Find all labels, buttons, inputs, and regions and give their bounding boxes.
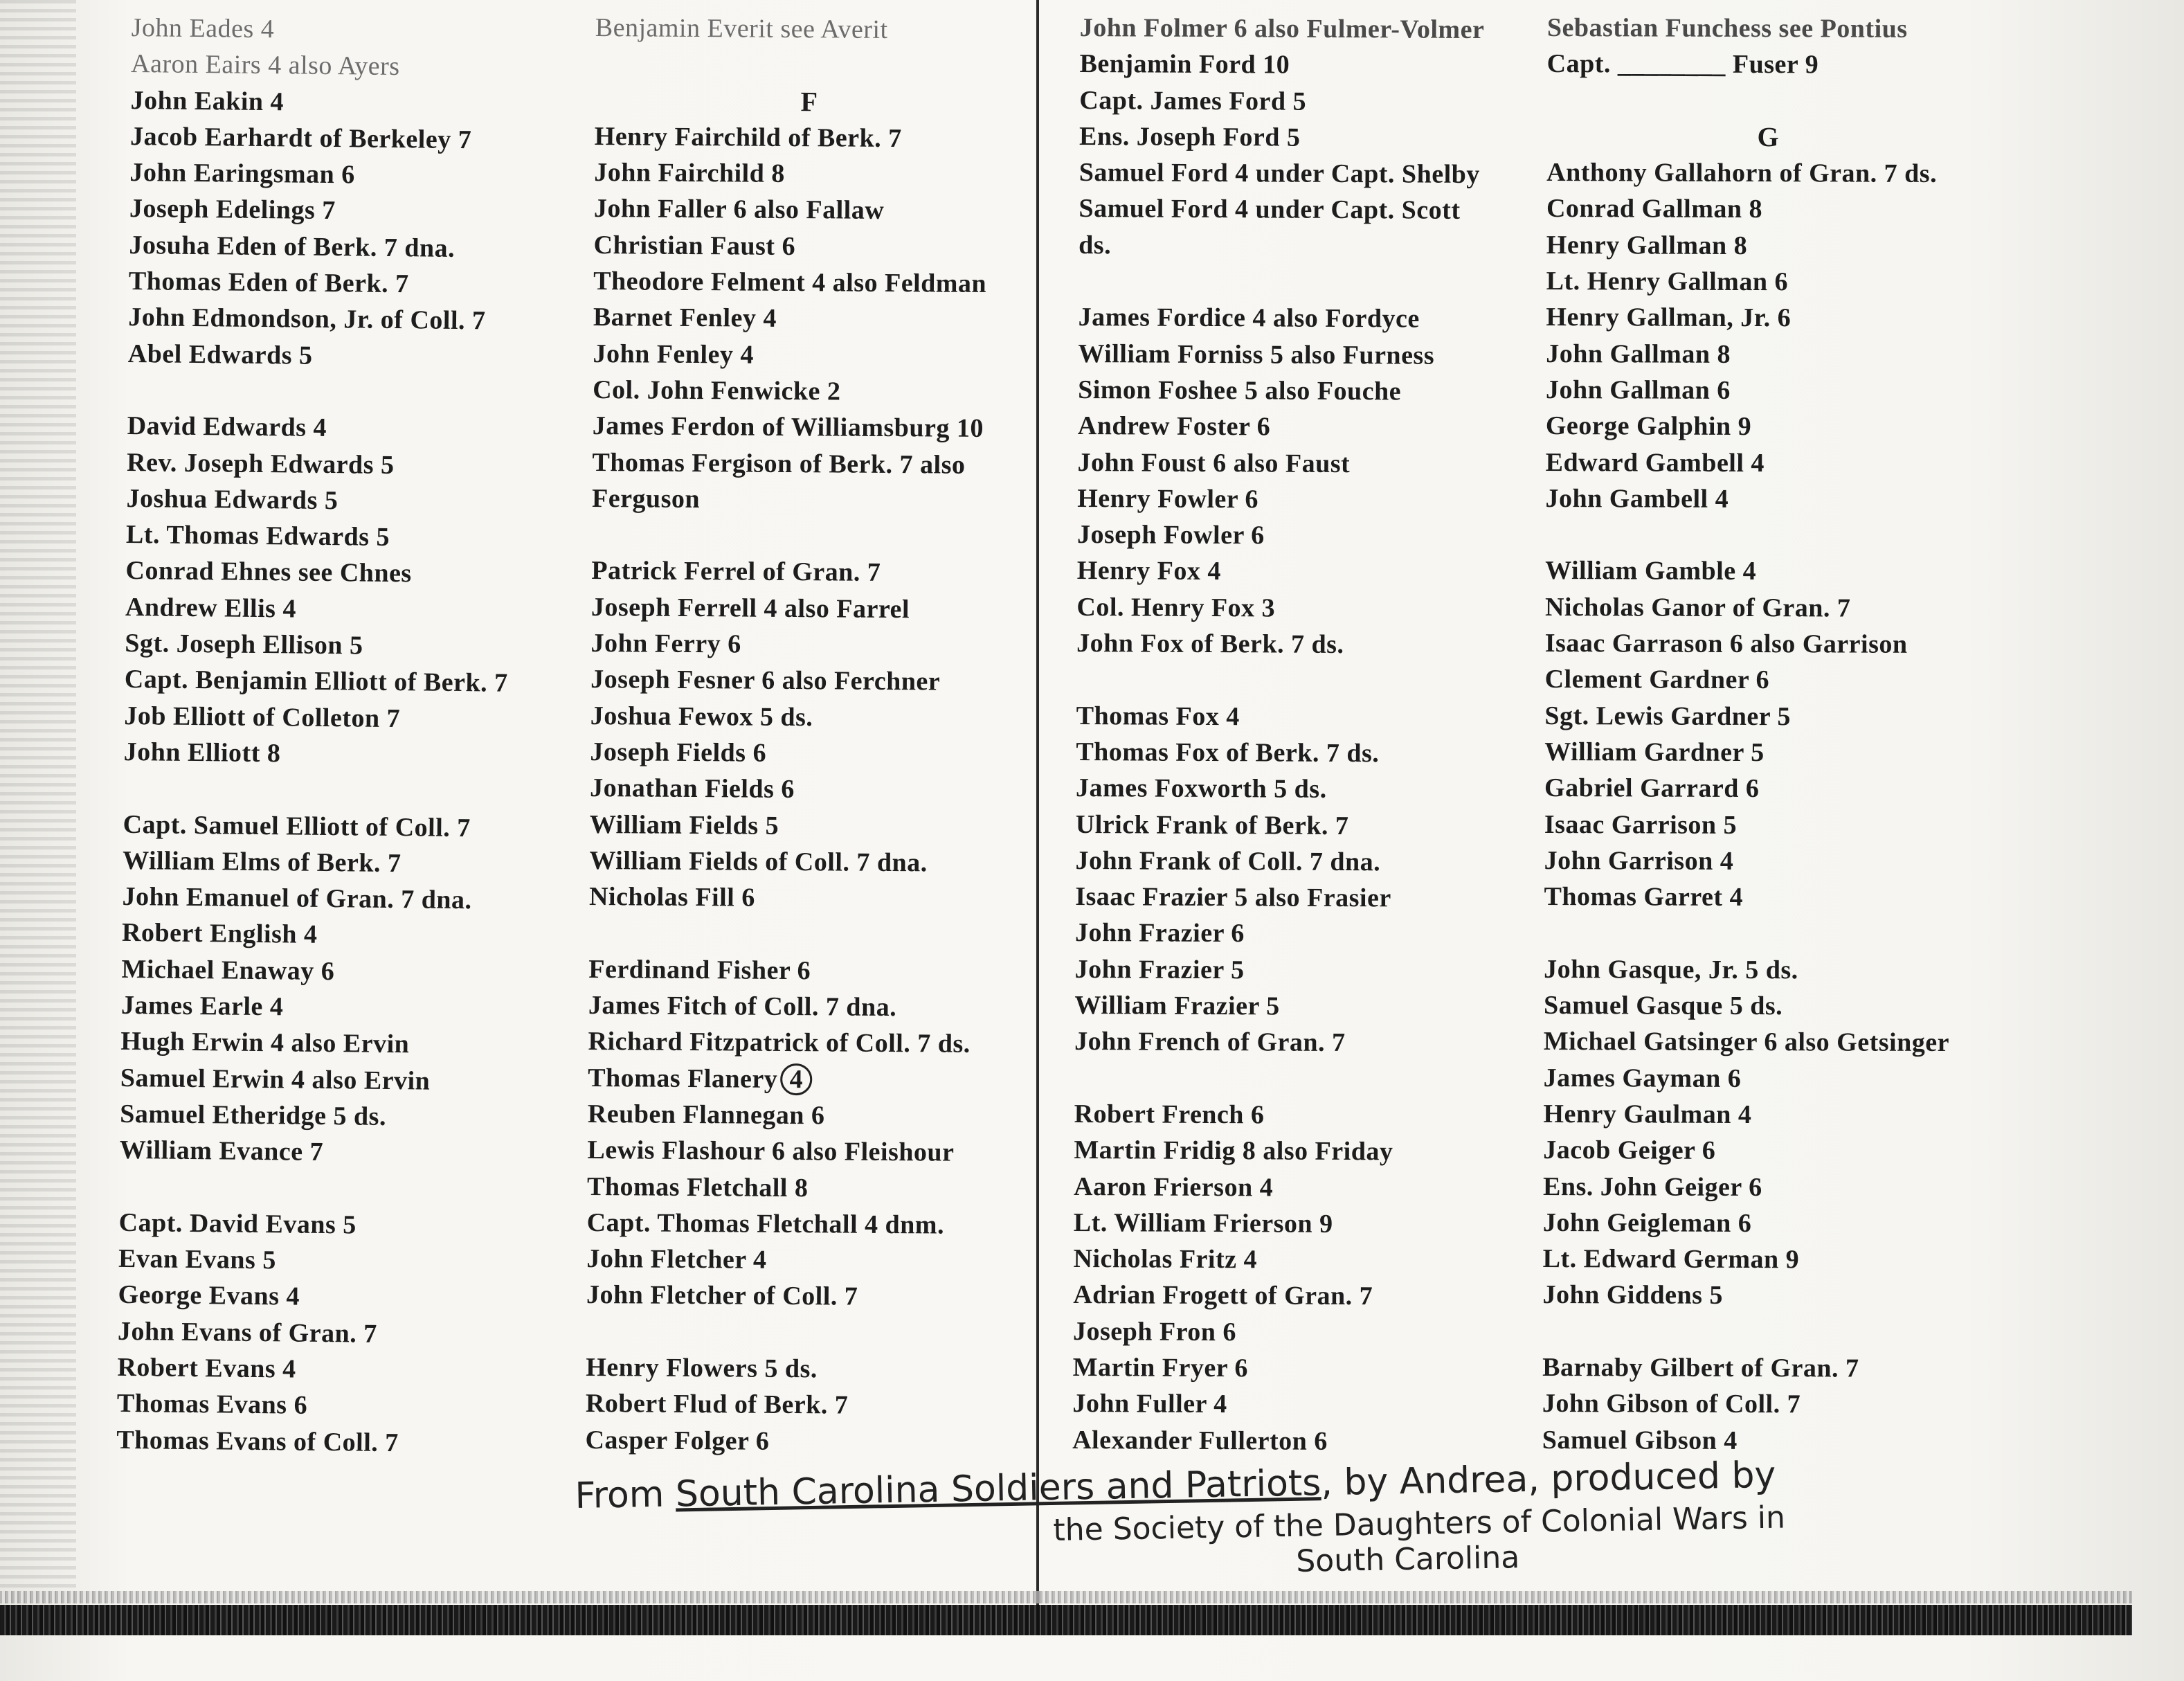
name-entry: Nicholas Fritz 4 [1073, 1244, 1258, 1275]
blank-line [119, 1168, 503, 1208]
name-entry: Samuel Etheridge 5 ds. [120, 1099, 387, 1131]
name-entry: Robert Flud of Berk. 7 [585, 1389, 849, 1420]
name-entry: William Forniss 5 also Furness [1078, 339, 1435, 370]
name-entry: William Gardner 5 [1544, 737, 1765, 768]
name-entry: Capt. Samuel Elliott of Coll. 7 [123, 809, 471, 843]
name-column-1 [116, 10, 515, 1462]
name-entry: Thomas Fox of Berk. 7 ds. [1076, 737, 1380, 768]
name-entry: Rev. Joseph Edwards 5 [126, 447, 395, 480]
blank-line [123, 770, 507, 810]
name-entry: Henry Gallman, Jr. 6 [1546, 303, 1792, 333]
name-entry: Samuel Erwin 4 also Ervin [120, 1063, 431, 1096]
name-entry: James Fordice 4 also Fordyce [1078, 303, 1420, 334]
name-entry: John Fox of Berk. 7 ds. [1076, 629, 1344, 660]
name-entry: Samuel Ford 4 under Capt. Shelby [1079, 158, 1480, 190]
name-entry: Thomas Eden of Berk. 7 [128, 267, 409, 299]
name-entry: Abel Edwards 5 [127, 339, 313, 370]
name-column-2 [585, 10, 1025, 1461]
name-entry: John Fletcher of Coll. 7 [586, 1280, 858, 1312]
blank-line [1545, 516, 1988, 555]
name-entry: John Frazier 5 [1074, 954, 1245, 985]
name-entry: John French of Gran. 7 [1074, 1027, 1346, 1058]
blank-line [1076, 661, 1481, 699]
name-entry: Sebastian Funchess see Pontius [1546, 12, 1908, 44]
name-entry: Reuben Flannegan 6 [587, 1099, 825, 1131]
scan-bottom-edge [0, 1605, 2132, 1635]
name-entry: John Foust 6 also Faust [1077, 447, 1351, 478]
name-entry: Michael Enaway 6 [121, 954, 335, 986]
name-entry: Thomas Flanery 4 [588, 1060, 1017, 1099]
name-entry: James Fitch of Coll. 7 dna. [588, 990, 897, 1023]
name-entry: James Foxworth 5 ds. [1076, 773, 1327, 804]
name-entry: Robert English 4 [121, 918, 318, 950]
name-entry: Col. Henry Fox 3 [1076, 592, 1276, 623]
name-entry: Aaron Eairs 4 also Ayers [130, 49, 400, 82]
name-entry: John Frazier 6 [1074, 918, 1245, 949]
name-entry: Henry Fox 4 [1076, 556, 1222, 586]
name-entry: William Elms of Berk. 7 [122, 845, 401, 878]
name-entry: John Evans of Gran. 7 [117, 1316, 377, 1349]
name-entry: Lt. Henry Gallman 6 [1546, 267, 1789, 297]
note-prefix: From [575, 1473, 676, 1517]
name-entry: John Gallman 8 [1546, 339, 1731, 369]
center-gutter-rule [1036, 0, 1039, 1613]
name-entry: Capt. ________ Fuser 9 [1546, 49, 1819, 80]
name-entry: Joshua Fewox 5 ds. [590, 701, 813, 732]
name-entry: George Galphin 9 [1545, 411, 1752, 442]
note-line-3: South Carolina [1295, 1540, 1520, 1579]
name-entry: John Gallman 6 [1546, 375, 1731, 405]
name-entry: Thomas Fletchall 8 [586, 1171, 809, 1203]
name-entry: ds. [1079, 230, 1112, 260]
name-entry: John Eakin 4 [130, 85, 285, 116]
name-entry: Alexander Fullerton 6 [1072, 1425, 1328, 1456]
name-entry: Job Elliott of Colleton 7 [124, 701, 401, 733]
left-edge-scan-noise [0, 0, 76, 1592]
section-letter-heading: G [1757, 120, 1780, 153]
name-entry: Hugh Erwin 4 also Ervin [120, 1027, 410, 1059]
name-column-3 [1072, 10, 1484, 1460]
name-entry: Isaac Garrason 6 also Garrison [1544, 629, 1908, 659]
name-entry: Benjamin Everit see Averit [595, 12, 888, 44]
blank-line [595, 46, 1024, 85]
name-entry: Anthony Gallahorn of Gran. 7 ds. [1546, 158, 1938, 189]
name-entry: Conrad Ehnes see Chnes [125, 556, 412, 588]
name-entry: Jonathan Fields 6 [590, 773, 795, 804]
name-entry: Jacob Geiger 6 [1543, 1135, 1716, 1166]
name-entry: James Earle 4 [120, 990, 284, 1022]
name-entry: Lt. William Frierson 9 [1073, 1207, 1333, 1239]
name-entry: Michael Gatsinger 6 also Getsinger [1543, 1027, 1950, 1058]
name-entry: Adrian Frogett of Gran. 7 [1073, 1280, 1373, 1311]
name-entry: John Faller 6 also Fallaw [593, 194, 885, 226]
name-entry: Ulrick Frank of Berk. 7 [1075, 809, 1349, 840]
name-entry: Henry Flowers 5 ds. [586, 1352, 818, 1384]
name-entry: Nicholas Fill 6 [588, 882, 755, 913]
name-entry: James Ferdon of Williamsburg 10 [592, 411, 984, 444]
name-entry: Ferguson [591, 483, 701, 514]
note-suffix: , by Andrea, produced by [1320, 1454, 1776, 1504]
name-entry: Henry Fairchild of Berk. 7 [594, 121, 902, 153]
name-entry: Henry Gaulman 4 [1543, 1099, 1752, 1129]
name-entry: Samuel Gibson 4 [1542, 1425, 1738, 1455]
note-line-2: the Society of the Daughters of Colonial Wars in [1053, 1500, 1786, 1548]
name-entry: Barnaby Gilbert of Gran. 7 [1542, 1352, 1859, 1383]
name-entry: Simon Foshee 5 also Fouche [1078, 375, 1402, 406]
name-entry: Conrad Gallman 8 [1546, 194, 1763, 224]
name-entry: Andrew Ellis 4 [125, 592, 297, 624]
name-entry: Edward Gambell 4 [1545, 447, 1765, 478]
name-entry: Ens. Joseph Ford 5 [1079, 121, 1301, 152]
name-entry: John Fletcher 4 [586, 1244, 767, 1275]
name-entry: Lt. Thomas Edwards 5 [125, 520, 390, 552]
name-entry: Theodore Felment 4 also Feldman [593, 267, 987, 299]
name-entry: Clement Gardner 6 [1544, 665, 1770, 695]
name-entry: John Fuller 4 [1072, 1389, 1227, 1419]
name-entry: Andrew Foster 6 [1077, 411, 1271, 442]
name-entry: Isaac Garrison 5 [1544, 809, 1738, 840]
name-entry: William Gamble 4 [1545, 556, 1757, 586]
name-entry: John Edmondson, Jr. of Coll. 7 [128, 303, 486, 336]
blank-line [586, 1313, 1015, 1353]
name-entry: Martin Fryer 6 [1072, 1352, 1249, 1383]
name-entry: Ens. John Geiger 6 [1542, 1171, 1762, 1202]
name-entry: James Gayman 6 [1543, 1063, 1742, 1093]
name-entry: Samuel Gasque 5 ds. [1543, 991, 1783, 1021]
name-entry: Robert Evans 4 [117, 1352, 296, 1384]
blank-line [1079, 263, 1483, 301]
name-entry: Martin Fridig 8 also Friday [1074, 1135, 1393, 1167]
name-entry: John Ferry 6 [590, 629, 741, 659]
name-entry: Thomas Fergison of Berk. 7 also [592, 447, 966, 480]
circled-number-mark: 4 [780, 1063, 812, 1095]
name-entry: Robert French 6 [1074, 1099, 1265, 1130]
name-entry: Col. John Fenwicke 2 [593, 375, 841, 406]
blank-line [1546, 82, 1989, 120]
name-entry: Casper Folger 6 [585, 1425, 770, 1456]
name-entry: Evan Evans 5 [118, 1243, 277, 1275]
name-entry: John Fenley 4 [593, 339, 755, 370]
name-entry: Capt. James Ford 5 [1079, 85, 1307, 116]
name-entry: Thomas Evans 6 [116, 1389, 308, 1421]
name-entry: Joseph Fowler 6 [1076, 520, 1265, 550]
name-entry: Ferdinand Fisher 6 [588, 954, 811, 985]
name-entry: Jacob Earhardt of Berkeley 7 [129, 121, 472, 155]
name-entry: Benjamin Ford 10 [1079, 49, 1290, 80]
name-entry: William Frazier 5 [1074, 990, 1280, 1021]
blank-line [592, 516, 1021, 556]
name-entry: Lewis Flashour 6 also Fleishour [587, 1135, 955, 1167]
name-entry: Barnet Fenley 4 [593, 303, 777, 334]
name-entry: Joshua Edwards 5 [126, 483, 339, 516]
name-entry: John Gambell 4 [1545, 483, 1729, 514]
name-entry: William Fields of Coll. 7 dna. [589, 845, 928, 878]
handwritten-source-note [575, 1448, 2100, 1588]
name-entry: Joseph Edelings 7 [129, 194, 336, 226]
name-entry: John Gibson of Coll. 7 [1542, 1389, 1801, 1419]
name-entry: John Garrison 4 [1544, 845, 1734, 876]
section-letter-heading: F [800, 85, 818, 117]
name-entry: Samuel Ford 4 under Capt. Scott [1079, 194, 1461, 226]
name-entry: John Frank of Coll. 7 dna. [1075, 845, 1381, 877]
name-entry: Christian Faust 6 [593, 230, 796, 261]
name-entry: Joseph Fron 6 [1072, 1316, 1237, 1347]
name-entry: Josuha Eden of Berk. 7 dna. [129, 230, 455, 263]
name-entry: Capt. David Evans 5 [118, 1207, 357, 1240]
note-book-title: South Carolina Soldiers and Patriots [675, 1462, 1321, 1516]
name-entry: David Edwards 4 [127, 411, 327, 443]
name-entry: Henry Gallman 8 [1546, 230, 1748, 260]
name-entry: Thomas Garret 4 [1544, 882, 1744, 913]
name-entry: Nicholas Ganor of Gran. 7 [1544, 592, 1851, 623]
name-entry: Isaac Frazier 5 also Frasier [1075, 882, 1391, 913]
name-entry: John Eades 4 [131, 12, 275, 44]
blank-line [589, 915, 1018, 954]
name-entry: Thomas Evans of Coll. 7 [116, 1425, 399, 1457]
name-entry: Sgt. Lewis Gardner 5 [1544, 701, 1792, 731]
name-entry: John Earingsman 6 [129, 158, 355, 190]
name-entry: Thomas Fox 4 [1076, 701, 1240, 731]
name-column-4 [1542, 10, 1990, 1459]
name-entry: Richard Fitzpatrick of Coll. 7 ds. [588, 1027, 971, 1059]
name-entry: Lt. Edward German 9 [1542, 1244, 1800, 1275]
name-entry: Joseph Ferrell 4 also Farrel [590, 592, 910, 624]
name-entry: William Fields 5 [589, 809, 779, 840]
scan-edge-noise [0, 1591, 2132, 1603]
name-entry: John Folmer 6 also Fulmer-Volmer [1079, 12, 1485, 45]
name-entry: Henry Fowler 6 [1077, 483, 1259, 514]
name-entry: John Giddens 5 [1542, 1280, 1724, 1311]
blank-line [1542, 1313, 1985, 1351]
blank-line [1074, 1060, 1479, 1098]
name-entry: Sgt. Joseph Ellison 5 [125, 628, 363, 660]
name-entry: Patrick Ferrel of Gran. 7 [591, 556, 881, 588]
name-entry: Joseph Fesner 6 also Ferchner [590, 665, 941, 696]
name-entry: Aaron Frierson 4 [1073, 1171, 1274, 1202]
name-entry: John Geigleman 6 [1542, 1207, 1752, 1238]
name-entry: John Elliott 8 [123, 737, 281, 768]
name-entry: John Gasque, Jr. 5 ds. [1544, 954, 1798, 985]
name-entry: William Evance 7 [119, 1135, 324, 1167]
name-entry: George Evans 4 [118, 1280, 300, 1312]
name-entry: Capt. Benjamin Elliott of Berk. 7 [124, 665, 508, 699]
name-entry: Capt. Thomas Fletchall 4 dnm. [586, 1207, 945, 1240]
name-entry: John Emanuel of Gran. 7 dna. [122, 882, 472, 915]
blank-line [1544, 915, 1987, 953]
blank-line [127, 372, 511, 412]
name-entry: Joseph Fields 6 [590, 737, 767, 768]
name-entry: Gabriel Garrard 6 [1544, 773, 1760, 804]
name-entry: John Fairchild 8 [594, 158, 785, 189]
